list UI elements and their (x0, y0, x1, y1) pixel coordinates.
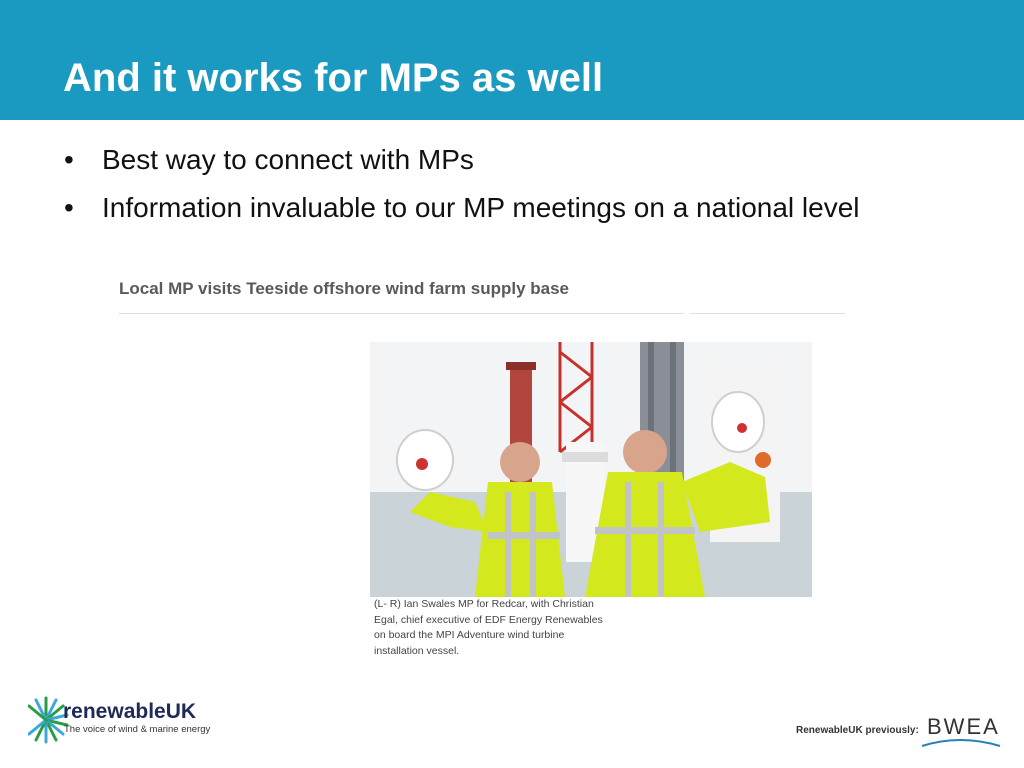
logo-main-text: renewable (63, 700, 166, 723)
caption-line: (L- R) Ian Swales MP for Redcar, with Christian (374, 598, 594, 610)
article-photo (370, 342, 812, 597)
caption-line: Egal, chief executive of EDF Energy Renewables (374, 613, 603, 626)
logo-wordmark (63, 700, 196, 724)
logo-uk-text: UK (165, 700, 197, 723)
photo-caption (374, 597, 654, 659)
caption-line: installation vessel. (374, 644, 460, 657)
bullet-list (62, 142, 962, 238)
caption-line: on board the MPI Adventure wind turbine (374, 629, 565, 641)
divider (690, 313, 845, 314)
logo-tagline: The voice of wind & marine energy (64, 724, 211, 735)
bwea-swoosh-icon (920, 736, 1002, 752)
bullet-text: Information invaluable to our MP meetings on a national level (102, 192, 860, 223)
bullet-dot-icon: • (64, 192, 74, 223)
bullet-dot-icon: • (64, 144, 74, 175)
divider (119, 313, 684, 314)
bullet-item (62, 190, 962, 226)
bullet-text: Best way to connect with MPs (102, 144, 474, 175)
photo-illustration (370, 342, 812, 597)
article-headline: Local MP visits Teeside offshore wind farm supply base (119, 279, 569, 298)
slide-title: And it works for MPs as well (63, 56, 604, 100)
previously-label: RenewableUK previously: (796, 725, 919, 736)
bullet-item (62, 142, 962, 178)
bwea-logo: BWEA (927, 714, 1000, 739)
